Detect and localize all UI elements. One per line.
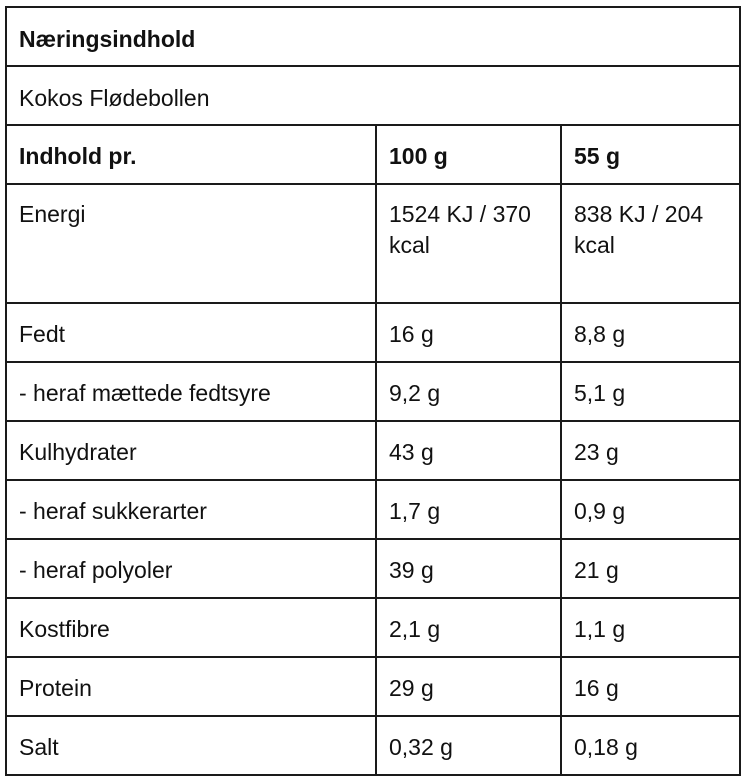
table-row-energi <box>6 184 740 303</box>
row-value-55g: 0,18 g <box>561 716 740 775</box>
row-value-100g: 43 g <box>376 421 561 480</box>
table-title-row <box>6 7 740 66</box>
header-55g: 55 g <box>561 125 740 184</box>
product-name: Kokos Flødebollen <box>6 66 740 125</box>
table-row-protein <box>6 657 740 716</box>
row-value-55g: 0,9 g <box>561 480 740 539</box>
table-title: Næringsindhold <box>6 7 740 66</box>
row-label: Kulhydrater <box>6 421 376 480</box>
product-name-row <box>6 66 740 125</box>
row-label: Kostfibre <box>6 598 376 657</box>
row-value-55g: 23 g <box>561 421 740 480</box>
row-value-55g: 8,8 g <box>561 303 740 362</box>
row-label: - heraf polyoler <box>6 539 376 598</box>
table-row-sukkerarter <box>6 480 740 539</box>
row-value-100g: 39 g <box>376 539 561 598</box>
table-row-maettede-fedtsyre <box>6 362 740 421</box>
row-label: Energi <box>6 184 376 303</box>
row-value-100g: 2,1 g <box>376 598 561 657</box>
row-value-55g: 1,1 g <box>561 598 740 657</box>
row-value-100g: 0,32 g <box>376 716 561 775</box>
row-label: Salt <box>6 716 376 775</box>
row-value-100g: 9,2 g <box>376 362 561 421</box>
row-value-100g: 1,7 g <box>376 480 561 539</box>
row-label: - heraf mættede fedtsyre <box>6 362 376 421</box>
header-row <box>6 125 740 184</box>
row-value-100g: 1524 KJ / 370 kcal <box>376 184 561 303</box>
row-label: - heraf sukkerarter <box>6 480 376 539</box>
table-row-kostfibre <box>6 598 740 657</box>
row-label: Protein <box>6 657 376 716</box>
header-100g: 100 g <box>376 125 561 184</box>
row-value-55g: 838 KJ / 204 kcal <box>561 184 740 303</box>
table-row-kulhydrater <box>6 421 740 480</box>
row-value-55g: 21 g <box>561 539 740 598</box>
table-row-polyoler <box>6 539 740 598</box>
row-value-55g: 5,1 g <box>561 362 740 421</box>
nutrition-table <box>5 6 741 776</box>
row-value-55g: 16 g <box>561 657 740 716</box>
row-value-100g: 16 g <box>376 303 561 362</box>
row-value-100g: 29 g <box>376 657 561 716</box>
header-label: Indhold pr. <box>6 125 376 184</box>
row-label: Fedt <box>6 303 376 362</box>
table-row-fedt <box>6 303 740 362</box>
